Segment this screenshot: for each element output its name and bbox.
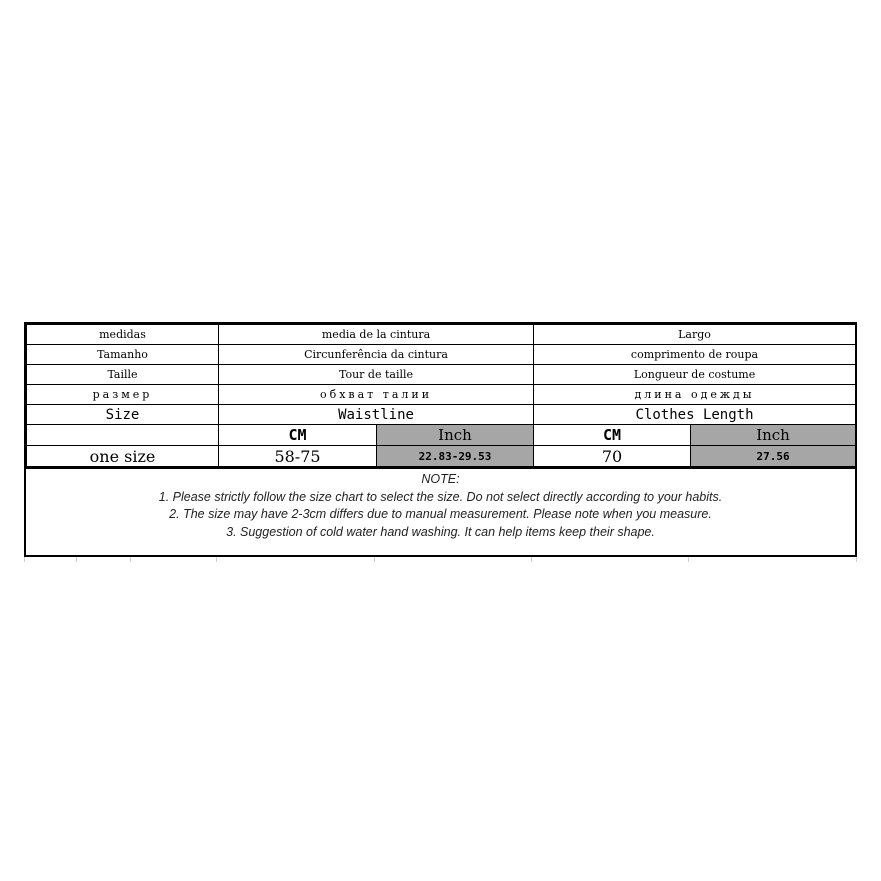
unit-row [27, 425, 856, 446]
waist-inch-value: 22.83-29.53 [377, 446, 534, 467]
header-row-fr [27, 365, 856, 385]
gridline-mark [24, 557, 25, 562]
size-table [26, 324, 856, 467]
note-line-1: 1. Please strictly follow the size chart to select the size. Do not select directly according to your habits. [158, 489, 723, 504]
length-cm-value: 70 [534, 446, 691, 467]
waist-label-cell: Waistline [219, 405, 534, 425]
note-title: NOTE: [421, 472, 460, 486]
value-row [27, 446, 856, 467]
length-label-cell: comprimento de roupa [534, 345, 856, 365]
size-chart [24, 322, 857, 557]
waist-label-cell: обхват талии [219, 385, 534, 405]
header-row-pt [27, 345, 856, 365]
size-label-cell: Size [27, 405, 219, 425]
header-row-es [27, 325, 856, 345]
waist-label-cell: Circunferência da cintura [219, 345, 534, 365]
waist-inch-unit: Inch [377, 425, 534, 446]
gridline-mark [688, 557, 689, 562]
size-label-cell: medidas [27, 325, 219, 345]
length-cm-unit: CM [534, 425, 691, 446]
length-inch-value: 27.56 [691, 446, 856, 467]
length-label-cell: Largo [534, 325, 856, 345]
spreadsheet-gridline-marks [24, 557, 857, 563]
waist-label-cell: Tour de taille [219, 365, 534, 385]
header-row-ru [27, 385, 856, 405]
gridline-mark [216, 557, 217, 562]
waist-label-cell: media de la cintura [219, 325, 534, 345]
waist-cm-unit: CM [219, 425, 377, 446]
size-label-cell: Taille [27, 365, 219, 385]
size-value: one size [27, 446, 219, 467]
note-line-2: 2. The size may have 2-3cm differs due to manual measurement. Please note when you measure. [169, 507, 712, 521]
size-label-cell: размер [27, 385, 219, 405]
gridline-mark [76, 557, 77, 562]
waist-cm-value: 58-75 [219, 446, 377, 467]
note-line-3: 3. Suggestion of cold water hand washing. It can help items keep their shape. [226, 524, 655, 539]
length-label-cell: Clothes Length [534, 405, 856, 425]
unit-empty-cell [27, 425, 219, 446]
length-inch-unit: Inch [691, 425, 856, 446]
gridline-mark [531, 557, 532, 562]
gridline-mark [130, 557, 131, 562]
length-label-cell: длина одежды [534, 385, 856, 405]
length-label-cell: Longueur de costume [534, 365, 856, 385]
header-row-en [27, 405, 856, 425]
gridline-mark [856, 557, 857, 562]
note-section [26, 467, 855, 558]
gridline-mark [374, 557, 375, 562]
size-label-cell: Tamanho [27, 345, 219, 365]
